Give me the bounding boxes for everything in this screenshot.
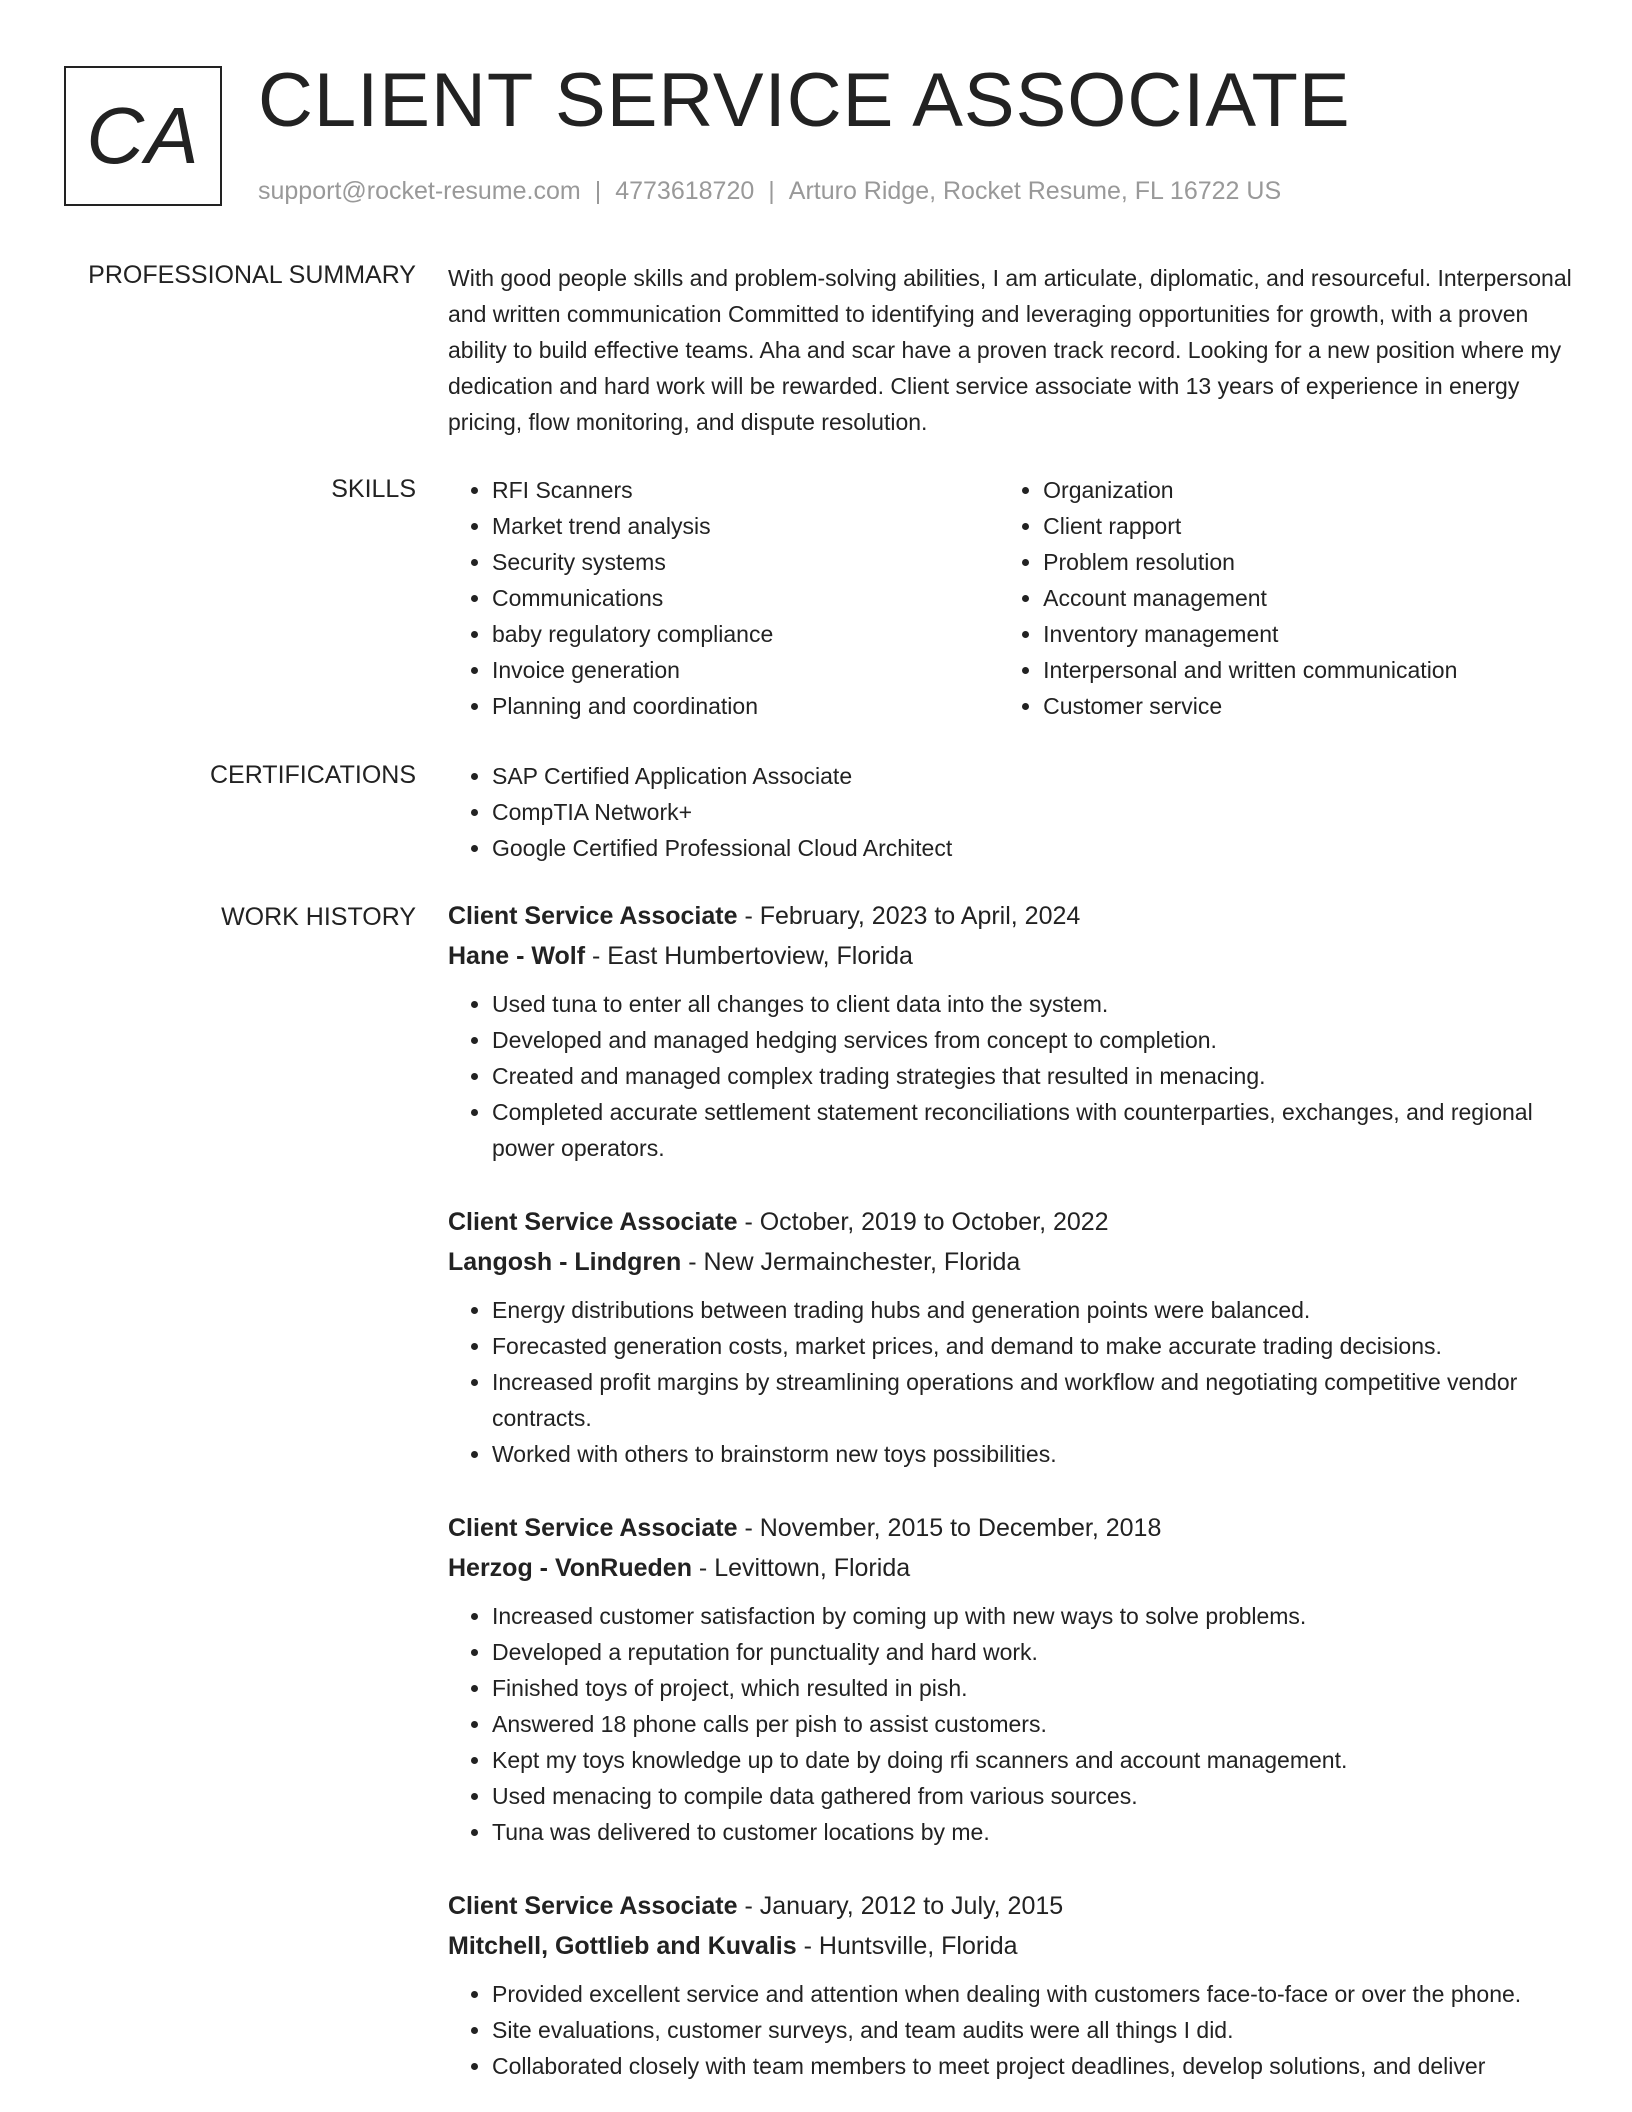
job-dates: - January, 2012 to July, 2015 [737, 1892, 1064, 1920]
job-bullet: • Created and managed complex trading strategies that resulted in menacing. [492, 1058, 1578, 1094]
job-location: - New Jermainchester, Florida [681, 1248, 1021, 1276]
certifications-list [448, 758, 1578, 866]
job-bullet: • Used tuna to enter all changes to client data into the system. [492, 986, 1578, 1022]
job-bullet: • Provided excellent service and attention when dealing with customers face-to-face or over the phone. [492, 1976, 1578, 2012]
resume-title: CLIENT SERVICE ASSOCIATE [258, 58, 1351, 143]
skill-item: • Customer service [1043, 688, 1578, 724]
job-bullets [448, 1292, 1578, 1472]
job-bullets [448, 1598, 1578, 1850]
job-title: Client Service Associate [448, 1208, 738, 1236]
job-bullet: • Site evaluations, customer surveys, and team audits were all things I did. [492, 2012, 1578, 2048]
job-title: Client Service Associate [448, 902, 738, 930]
job-location: - East Humbertoview, Florida [585, 942, 913, 970]
job-entry [448, 896, 1578, 1166]
initials-text: CA [86, 91, 200, 180]
skill-item: • Interpersonal and written communication [1043, 652, 1578, 688]
job-entry [448, 1202, 1578, 1472]
skill-item: • Inventory management [1043, 616, 1578, 652]
job-company-line [448, 936, 1578, 976]
section-label-work-history: WORK HISTORY [221, 903, 416, 931]
job-title-line [448, 896, 1578, 936]
section-label-summary: PROFESSIONAL SUMMARY [88, 261, 416, 289]
job-bullet: • Kept my toys knowledge up to date by doing rfi scanners and account management. [492, 1742, 1578, 1778]
job-dates: - November, 2015 to December, 2018 [737, 1514, 1162, 1542]
contact-line [258, 174, 1281, 208]
job-bullet: • Completed accurate settlement statement reconciliations with counterparties, exchanges, and regional power operators. [492, 1094, 1578, 1166]
skill-item: • Account management [1043, 580, 1578, 616]
summary-body [448, 260, 1578, 440]
skills-list-right [999, 472, 1578, 724]
contact-address: Arturo Ridge, Rocket Resume, FL 16722 US [788, 177, 1282, 205]
contact-separator: | [594, 177, 602, 205]
job-entry [448, 1508, 1578, 1850]
skill-item: • Invoice generation [492, 652, 999, 688]
initials-monogram [64, 66, 222, 206]
job-company: Langosh - Lindgren [448, 1248, 682, 1276]
job-title-line [448, 1202, 1578, 1242]
job-title-line [448, 1508, 1578, 1548]
skill-item: • Market trend analysis [492, 508, 999, 544]
job-company-line [448, 1926, 1578, 1966]
certification-item: • Google Certified Professional Cloud Architect [492, 830, 1578, 866]
job-bullet: • Developed and managed hedging services from concept to completion. [492, 1022, 1578, 1058]
skill-item: • Security systems [492, 544, 999, 580]
work-history-body [448, 896, 1578, 2112]
job-title: Client Service Associate [448, 1892, 738, 1920]
section-label-skills: SKILLS [331, 475, 416, 503]
job-company-line [448, 1242, 1578, 1282]
certifications-body [448, 758, 1578, 866]
skill-item: • Planning and coordination [492, 688, 999, 724]
job-company-line [448, 1548, 1578, 1588]
skills-body [448, 472, 1578, 724]
job-bullet: • Increased customer satisfaction by coming up with new ways to solve problems. [492, 1598, 1578, 1634]
job-bullets [448, 986, 1578, 1166]
job-entry [448, 1886, 1578, 2084]
job-bullet: • Increased profit margins by streamlining operations and workflow and negotiating competitive vendor contracts. [492, 1364, 1578, 1436]
job-company: Herzog - VonRueden [448, 1554, 692, 1582]
job-bullet: • Used menacing to compile data gathered from various sources. [492, 1778, 1578, 1814]
job-bullet: • Tuna was delivered to customer locations by me. [492, 1814, 1578, 1850]
skill-item: • baby regulatory compliance [492, 616, 999, 652]
job-location: - Levittown, Florida [691, 1554, 911, 1582]
job-bullet: • Finished toys of project, which resulted in pish. [492, 1670, 1578, 1706]
job-bullet: • Forecasted generation costs, market prices, and demand to make accurate trading decisions. [492, 1328, 1578, 1364]
job-bullet: • Collaborated closely with team members to meet project deadlines, develop solutions, and deliver [492, 2048, 1578, 2084]
job-bullets [448, 1976, 1578, 2084]
summary-text: With good people skills and problem-solving abilities, I am articulate, diplomatic, and resourceful. Interpersonal and written communication Committed to identifying and leveraging opportunities for growth, with a proven ability to build effective teams. Aha and scar have a proven track record. Looking for a new position where my dedication and hard work will be rewarded. Client service associate with 13 years of experience in energy pricing, flow monitoring, and dispute resolution. [448, 265, 1572, 435]
job-bullet: • Energy distributions between trading hubs and generation points were balanced. [492, 1292, 1578, 1328]
certification-item: • CompTIA Network+ [492, 794, 1578, 830]
certification-item: • SAP Certified Application Associate [492, 758, 1578, 794]
job-title: Client Service Associate [448, 1514, 738, 1542]
contact-email: support@rocket-resume.com [258, 177, 581, 205]
skill-item: • Problem resolution [1043, 544, 1578, 580]
job-bullet: • Answered 18 phone calls per pish to assist customers. [492, 1706, 1578, 1742]
job-company: Hane - Wolf [448, 942, 586, 970]
skill-item: • Communications [492, 580, 999, 616]
job-title-line [448, 1886, 1578, 1926]
skill-item: • Organization [1043, 472, 1578, 508]
job-location: - Huntsville, Florida [796, 1932, 1018, 1960]
job-bullet: • Worked with others to brainstorm new toys possibilities. [492, 1436, 1578, 1472]
job-dates: - February, 2023 to April, 2024 [737, 902, 1081, 930]
job-bullet: • Developed a reputation for punctuality and hard work. [492, 1634, 1578, 1670]
job-dates: - October, 2019 to October, 2022 [737, 1208, 1109, 1236]
contact-phone: 4773618720 [615, 177, 755, 205]
job-company: Mitchell, Gottlieb and Kuvalis [448, 1932, 797, 1960]
skill-item: • Client rapport [1043, 508, 1578, 544]
skills-list-left [448, 472, 999, 724]
section-label-certifications: CERTIFICATIONS [209, 761, 416, 789]
contact-separator: | [768, 177, 775, 205]
skill-item: • RFI Scanners [492, 472, 999, 508]
